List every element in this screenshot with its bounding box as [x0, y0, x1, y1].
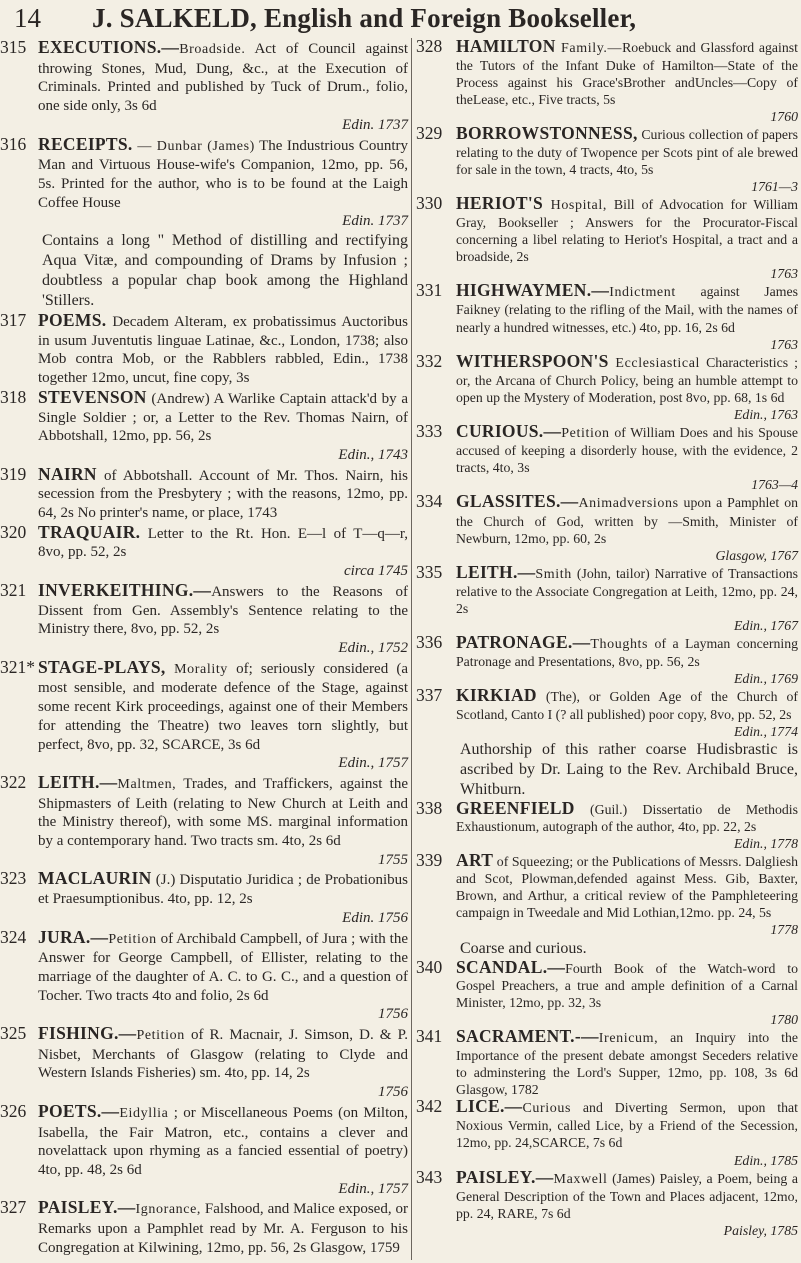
entry-imprint: Edin., 1778 [734, 835, 798, 851]
entry-author: Broadside. [179, 42, 246, 57]
entry-author: Maltmen, [117, 776, 177, 792]
entry-heading: CURIOUS.— [456, 421, 562, 442]
entry-author: Thoughts [590, 637, 649, 653]
entry-heading: SACRAMENT.-— [456, 1025, 599, 1046]
entry-number: 325 [0, 1023, 27, 1044]
entry-number: 341 [416, 1025, 443, 1046]
entry-heading: FISHING.— [38, 1023, 137, 1044]
catalogue-note [414, 740, 800, 800]
entry-number: 323 [0, 868, 27, 889]
catalogue-entry [414, 956, 800, 1028]
entry-heading: POETS.— [38, 1100, 120, 1121]
entry-text: Falshood, and Malice exposed, or Remarks upon a Pamphlet read by Mr. A. Ferguson to his Congregation at Kilwining, 12mo, pp. 56, 2s Glasgow, 1759 [38, 1201, 408, 1256]
entry-heading: GREENFIELD [456, 797, 575, 818]
entry-number: 321* [0, 656, 35, 677]
entry-text: of Archibald Campbell, of Jura ; with the Answer for George Campbell, of Ellister, relating to the marriage of the daughter of A. C. to G. C., and a question of Tocher. Two tracts 4to and folio, 2s 6d [38, 930, 408, 1004]
entry-imprint: 1763 [770, 266, 798, 282]
entry-heading: POEMS. [38, 310, 107, 331]
entry-heading: NAIRN [38, 463, 97, 484]
entry-heading: MACLAURIN [38, 868, 152, 889]
entry-number: 333 [416, 421, 443, 442]
entry-text: Authorship of this rather coarse Hudisbrastic is ascribed by Dr. Laing to the Rev. Archibald Bruce, Whitburn. [460, 740, 798, 798]
entry-author: Eidyllia [119, 1105, 169, 1121]
catalogue-entry [0, 928, 412, 1025]
entry-imprint: Edin., 1752 [338, 639, 408, 656]
entry-heading: STAGE-PLAYS, [38, 656, 166, 677]
entry-text: of Abbotshall. Account of Mr. Thos. Nairn, his secession from the Presbytery ; with the reasons, 12mo, pp. 64, 2s No printer's name, or place, 1743 [38, 467, 408, 522]
entry-text: Trades, and Traffickers, against the Shipmasters of Leith (relating to New Church at Leith and the Ministry thereof), with some MS. marginal information by a contemporary hand. Two tracts sm. 4to, 2s 6d [38, 775, 408, 850]
catalogue-entry [0, 523, 412, 581]
catalogue-entry [414, 561, 800, 634]
entry-author: Hospital, [543, 197, 607, 213]
entry-number: 315 [0, 37, 27, 57]
catalogue-entry [0, 581, 412, 658]
entry-imprint: Edin., 1757 [338, 1180, 408, 1197]
entry-author: Morality [165, 661, 228, 677]
catalogue-note [0, 231, 412, 311]
entry-author: Petition [136, 1028, 185, 1044]
entry-imprint: Edin., 1757 [338, 755, 408, 772]
entry-text: of William Does and his Spouse accused of keeping a disorderly house, with the evidence, 2 tracts, 4to, 3s [456, 425, 798, 476]
entry-heading: PAISLEY.— [456, 1166, 554, 1187]
entry-heading: BORROWSTONNESS, [456, 123, 638, 144]
entry-number: 324 [0, 926, 27, 947]
entry-imprint: Edin., 1763 [734, 406, 798, 422]
catalogue-entry [0, 1198, 412, 1257]
entry-imprint: Edin., 1785 [734, 1152, 798, 1168]
catalogue-entry [414, 282, 800, 352]
entry-number: 337 [416, 685, 443, 706]
entry-imprint: 1756 [378, 1084, 408, 1101]
left-column [0, 38, 412, 1257]
entry-author: Indictment [609, 285, 676, 301]
catalogue-entry [0, 38, 412, 135]
entry-text: (James) Paisley, a Poem, being a General Description of the Town and Places adjacent, 12mo, pp. 24, RARE, 7s 6d [456, 1170, 798, 1221]
right-column [414, 38, 800, 1239]
entry-imprint: 1780 [770, 1011, 798, 1027]
entry-text: (Guil.) Dissertatio de Methodis Exhaustionum, autograph of the author, 4to, pp. 22, 2s [456, 801, 798, 834]
running-title: J. SALKELD, English and Foreign Bookseller, [92, 3, 637, 33]
catalogue-entry [0, 465, 412, 523]
entry-heading: ART [456, 850, 494, 871]
entry-imprint: Edin. 1737 [342, 116, 408, 133]
catalogue-entry [414, 797, 800, 852]
entry-author: Animadversions [578, 496, 679, 512]
entry-heading: INVERKEITHING.— [38, 579, 212, 600]
entry-heading: SCANDAL.— [456, 956, 566, 977]
catalogue-entry [414, 1166, 800, 1239]
entry-imprint: Edin., 1774 [734, 723, 798, 739]
entry-text: Decadem Alteram, ex probatissimus Auctoribus in usum Juventutis linguae Latinae, &c., London, 1738; also Mob contra Mob, or the Rabblers rabbled, Edin., 1738 together 12mo, uncut, fine copy, 3s [38, 314, 408, 387]
entry-number: 332 [416, 350, 443, 371]
entry-imprint: Glasgow, 1767 [715, 547, 798, 563]
entry-number: 327 [0, 1197, 27, 1218]
catalogue-entry [0, 311, 412, 388]
entry-heading: JURA.— [38, 926, 109, 947]
entry-text: of Squeezing; or the Publications of Messrs. Dalgliesh and Scot, Plowman,defended against Mess. Gib, Baxter, Brown, and Arthur, a critical review of the Pamphleteering campaign in Tweedale and Mid Lothian,12mo. pp. 24, 5s [456, 854, 798, 921]
entry-text: Characteristics ; or, the Arcana of Church Policy, being an humble attempt to open up the Mystery of Moderation, post 8vo, pp. 68, 1s 6d [456, 354, 798, 405]
entry-text: Answers to the Reasons of Dissent from Gen. Assembly's Sentence relating to the Ministry there, 8vo, pp. 52, 2s [38, 583, 408, 638]
catalogue-entry [0, 1102, 412, 1199]
entry-text: of a Layman concerning Patronage and Presentations, 8vo, pp. 56, 2s [456, 636, 798, 670]
catalogue-entry [414, 350, 800, 423]
entry-heading: LEITH.— [456, 561, 536, 582]
entry-text: Curious collection of papers relating to the duty of Twopence per Scots pint of ale brewed for sale in the town, 4 tracts, 4to, 5s [456, 127, 798, 177]
page-header [0, 0, 801, 36]
entry-number: 319 [0, 463, 27, 484]
entry-heading: HIGHWAYMEN.— [456, 280, 610, 301]
catalogue-entry [414, 423, 800, 493]
entry-author: Ecclesiastical [608, 355, 701, 371]
entry-number: 338 [416, 797, 443, 818]
entry-heading: PATRONAGE.— [456, 632, 591, 653]
entry-text: Act of Council against throwing Stones, Mud, Dung, &c., at the Execution of Criminals. Printed and published by Tuck of Drum., folio, one side only, 3s 6d [38, 41, 408, 115]
catalogue-entry [414, 852, 800, 938]
entry-text: of R. Macnair, J. Simson, D. & P. Nisbet, Merchants of Glasgow (relating to Clyde and Western Islands Fisheries) sm. 4to, pp. 14, 2s [38, 1027, 408, 1082]
entry-author: Irenicum, [598, 1030, 659, 1046]
entry-number: 339 [416, 850, 443, 871]
entry-heading: HERIOT'S [456, 192, 544, 213]
entry-number: 335 [416, 561, 443, 582]
entry-number: 336 [416, 632, 443, 653]
entry-heading: EXECUTIONS.— [38, 37, 180, 57]
catalogue-note [414, 939, 800, 959]
entry-text: Letter to the Rt. Hon. E—l of T—q—r, 8vo, pp. 52, 2s [38, 525, 408, 561]
entry-number: 322 [0, 771, 27, 792]
catalogue-entry [0, 1024, 412, 1102]
catalogue-entry [414, 125, 800, 194]
entry-imprint: 1760 [770, 109, 798, 125]
entry-text: an Inquiry into the Importance of the present debate amongst Seceders relative to adminstering the Lord's Supper, 12mo, pp. 108, 3s 6d Glasgow, 1782 [456, 1029, 798, 1098]
entry-number: 342 [416, 1096, 443, 1117]
entry-number: 328 [416, 36, 443, 56]
entry-heading: KIRKIAD [456, 685, 537, 706]
catalogue-entry [0, 869, 412, 927]
entry-number: 330 [416, 192, 443, 213]
entry-text: Contains a long " Method of distilling and rectifying Aqua Vitæ, and compounding of Drams by Infusion ; doubtless a popular chap book among the Highland 'Stillers. [42, 232, 408, 310]
entry-imprint: Paisley, 1785 [723, 1222, 798, 1238]
catalogue-entry [0, 388, 412, 465]
entry-imprint: Edin., 1743 [338, 446, 408, 463]
entry-author: Petition [108, 931, 157, 947]
entry-heading: HAMILTON [456, 36, 556, 56]
catalogue-entry [414, 1025, 800, 1098]
entry-text: and Diverting Sermon, upon that Noxious Vermin, called Lice, by a Friend of the Secession, 12mo, pp. 24,SCARCE, 7s 6d [456, 1100, 798, 1151]
catalogue-entry [0, 658, 412, 773]
entry-text: upon a Pamphlet on the Church of God, written by —Smith, Minister of Newburn, 12mo, pp. 60, 2s [456, 495, 798, 546]
entry-number: 331 [416, 280, 443, 301]
entry-imprint: circa 1745 [343, 563, 408, 580]
entry-number: 321 [0, 579, 27, 600]
entry-number: 316 [0, 133, 27, 154]
entry-number: 329 [416, 123, 443, 144]
catalogue-entry [0, 773, 412, 870]
entry-text: Bill of Advocation for William Gray, Bookseller ; Answers for the Procurator-Fiscal concerning a libel relating to Heriot's Hospital, a tract and a broadside, 2s [456, 196, 799, 265]
catalogue-entry [414, 1098, 800, 1168]
entry-author: Curious [522, 1101, 572, 1117]
entry-text: The Industrious Country Man and Virtuous House-wife's Companion, 12mo, pp. 56, 5s. Printed for the author, who is to be found at the Laigh Coffee House [38, 137, 408, 211]
page-number: 14 [14, 3, 41, 33]
entry-heading: LEITH.— [38, 771, 118, 792]
entry-imprint: 1756 [378, 1006, 408, 1023]
entry-heading: PAISLEY.— [38, 1197, 136, 1218]
entry-text: Coarse and curious. [460, 939, 587, 957]
entry-imprint: 1763—4 [751, 477, 798, 493]
entry-imprint: 1763 [770, 336, 798, 352]
entry-text: (The), or Golden Age of the Church of Scotland, Canto I (? all published) poor copy, 8vo, pp. 52, 2s [456, 689, 798, 722]
entry-heading: GLASSITES.— [456, 491, 579, 512]
entry-imprint: Edin., 1767 [734, 618, 798, 634]
entry-number: 318 [0, 386, 27, 407]
entry-heading: STEVENSON [38, 386, 147, 407]
entry-author: Family.— [555, 41, 623, 56]
entry-author: Maxwell [553, 1171, 608, 1187]
entry-imprint: 1778 [770, 922, 798, 938]
catalogue-entry [414, 192, 800, 282]
entry-author: Smith [535, 566, 572, 582]
entry-text: against James Faikney (relating to the rifling of the Mail, with the names of nearly a hundred witnesses, etc.) 4to, pp. 16, 2s 6d [456, 284, 798, 335]
entry-imprint: Edin. 1737 [342, 213, 408, 230]
entry-heading: LICE.— [456, 1096, 523, 1117]
entry-heading: WITHERSPOON'S [456, 350, 609, 371]
entry-number: 320 [0, 521, 27, 542]
entry-heading: RECEIPTS. [38, 133, 133, 154]
catalogue-entry [0, 135, 412, 232]
entry-text: (Andrew) A Warlike Captain attack'd by a Single Soldier ; or, a Letter to the Rev. Thomas Nairn, of Abbotshall, 12mo, pp. 56, 2s [38, 390, 408, 445]
entry-heading: TRAQUAIR. [38, 521, 141, 542]
entry-imprint: Edin. 1756 [342, 909, 408, 926]
entry-text: Fourth Book of the Watch-word to Gospel Preachers, a true and ample definition of a Carnal Minister, 12mo, pp. 32, 3s [456, 960, 798, 1010]
entry-number: 343 [416, 1166, 443, 1187]
entry-number: 334 [416, 491, 443, 512]
entry-author: Ignorance, [135, 1202, 201, 1218]
entry-text: Roebuck and Glassford against the Tutors of the Infant Duke of Hamilton—State of the Process against his Grace'sBrother andUncles—Copy of theLease, etc., Five tracts, 5s [456, 40, 798, 108]
entry-text: (J.) Disputatio Juridica ; de Probationibus et Praesumptionibus. 4to, pp. 12, 2s [38, 872, 408, 908]
entry-imprint: Edin., 1769 [734, 671, 798, 687]
catalogue-entry [414, 38, 800, 125]
catalogue-entry [414, 493, 800, 563]
catalogue-entry [414, 634, 800, 687]
entry-author: — Dunbar (James) [132, 138, 255, 154]
entry-number: 317 [0, 310, 27, 331]
entry-text: (John, tailor) Narrative of Transactions relative to the Associate Congregation at Leith, 12mo, pp. 24, 2s [456, 565, 798, 616]
catalogue-entry [414, 687, 800, 739]
entry-imprint: 1755 [378, 851, 408, 868]
entry-author: Petition [561, 426, 610, 442]
entry-number: 326 [0, 1100, 27, 1121]
entry-imprint: 1761—3 [751, 178, 798, 194]
entry-number: 340 [416, 956, 443, 977]
entry-text: of; seriously considered (a most sensible, and moderate defence of the Stage, against some recent Kirk proceedings, against one of their Members for attending the Theatre) two leaves torn slightly, but perfect, 8vo, pp. 32, SCARCE, 3s 6d [38, 660, 408, 753]
entry-text: ; or Miscellaneous Poems (on Milton, Isabella, the Fair Matron, etc., contains a clever and novelattack upon rhyming as a fancied essential of poetry) 4to, pp. 48, 2s 6d [38, 1104, 408, 1178]
